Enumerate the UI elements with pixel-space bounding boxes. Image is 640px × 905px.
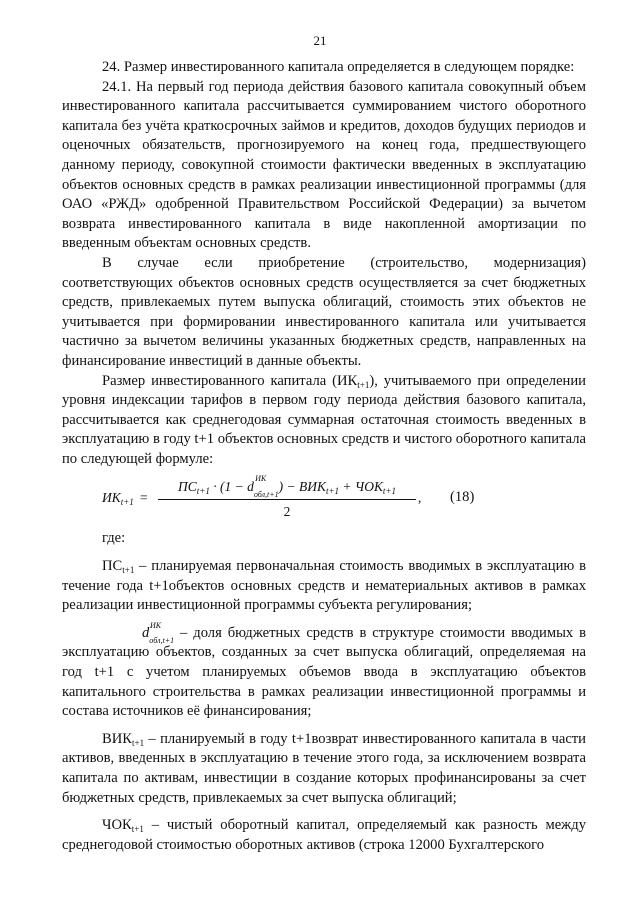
- paragraph-budget: В случае если приобретение (строительство, модернизация) соответствующих объектов основных средств осуществляется за счет бюджетных средств, привлекаемых путем выпуска облигаций, стоимость этих объектов не учитывается при формировании инвестированного капитала или учитывается частично за вычетом величины указанных бюджетных средств, направленных на финансирование инвестиций в данные объекты.: [62, 254, 586, 369]
- formula-comma: ,: [418, 490, 422, 506]
- formula-denominator: 2: [283, 504, 291, 520]
- page-number: 21: [313, 33, 327, 48]
- formula-18: [62, 474, 586, 525]
- paragraph-intro: 24. Размер инвестированного капитала определяется в следующем порядке:: [102, 59, 575, 75]
- definition-vik: $ВИК_{t+1}$ – планируемый в году t+1возврат инвестированного капитала в части активов, введенных в эксплуатацию в течение этого года, за исключением возврата капитала по активам, инвестиции в создание которых профинансированы за счет бюджетных средств, привлекаемых за счет выпуска облигаций;: [62, 730, 586, 806]
- where-label: где:: [102, 530, 126, 547]
- formula-number: (18): [450, 489, 475, 506]
- formula-equals: =: [140, 490, 148, 506]
- document-body: [62, 58, 586, 855]
- formula-numerator: $ПС_{t+1} \cdot (1 - d$ ИК $_{обл,t+1}) - ВИК_{t+1} + ЧОК_{t+1}$: [158, 477, 416, 500]
- definition-ps: $ПС_{t+1}$ – планируемая первоначальная стоимость вводимых в эксплуатацию в течение года t+1объектов основных средств и нематериальных активов в рамках реализации инвестиционной программы субъекта регулирования;: [62, 558, 586, 614]
- paragraph-invested-capital-size: Размер инвестированного капитала $(ИК_{t+1})$, учитываемого при определении уровня индексации тарифов в первом году периода действия базового капитала, рассчитывается как среднегодовая суммарная остаточная стоимость введенных в эксплуатацию в году t+1 объектов основных средств и чистого оборотного капитала по следующей формуле:: [62, 372, 586, 467]
- formula-lhs: $ИК_{t+1}$: [102, 490, 134, 508]
- formula-fraction: [158, 474, 416, 521]
- definition-chok: $ЧОК_{t+1}$ – чистый оборотный капитал, определяемый как разность между среднегодовой стоимостью оборотных активов (строка 12000 Бухгалтерского: [62, 817, 586, 853]
- definition-d: d ИК $_{обл,t+1}$ – доля бюджетных средств в структуре стоимости вводимых в эксплуатацию объектов, созданных за счет выпуска облигаций, определяемая на год t+1 с учетом планируемых объемов ввода в эксплуатацию объектов капитального строительства в рамках реализации инвестиционной программы и состава источников её финансирования;: [62, 620, 586, 720]
- paragraph-24-1: 24.1. На первый год периода действия базового капитала совокупный объем инвестированного капитала рассчитывается суммированием чистого оборотного капитала без учёта краткосрочных займов и кредитов, доходов будущих периодов и оценочных обязательств, прогнозируемого на конец года, предшествующего данному периоду, совокупной стоимости фактически введенных в эксплуатацию объектов основных средств в рамках реализации инвестиционной программы (для ОАО «РЖД» одобренной Правительством Российской Федерации) за вычетом возврата инвестированного капитала в виде накопленной амортизации по введенным объектам основных средств.: [62, 78, 586, 252]
